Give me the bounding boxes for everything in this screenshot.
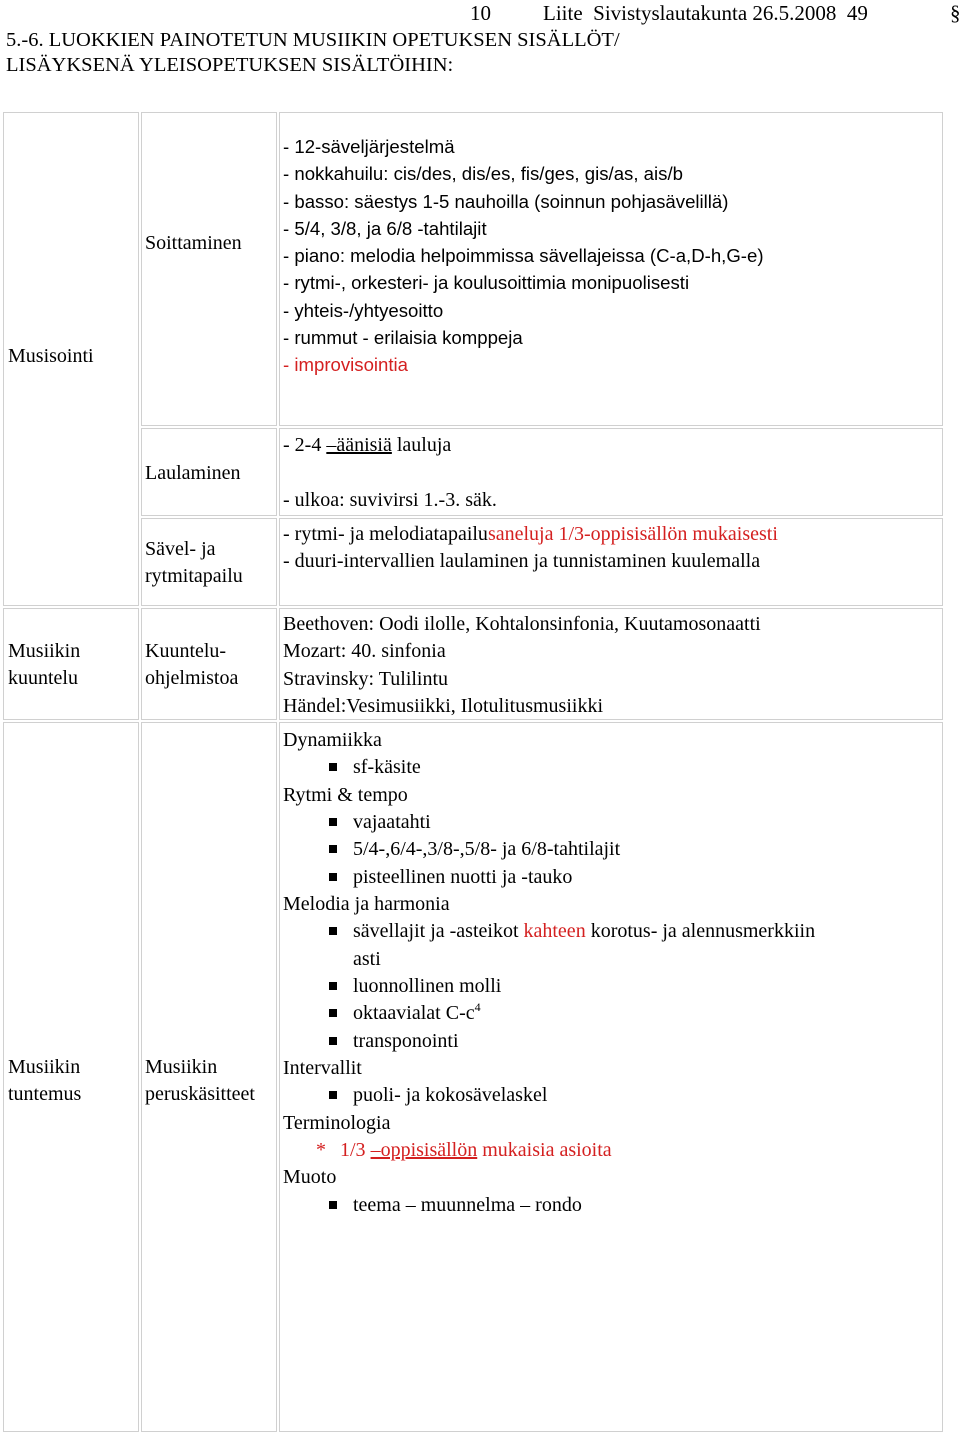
list-item: - improvisointia <box>283 354 409 376</box>
bullet-text: oktaavialat C-c <box>353 1002 475 1024</box>
bullet-vajaatahti <box>329 809 431 836</box>
bullet-text: teema – muunnelma – rondo <box>353 1194 582 1216</box>
list-item: Stravinsky: Tulilintu <box>283 667 449 690</box>
list-item: - 12-säveljärjestelmä <box>283 136 455 157</box>
section-sign: § <box>950 1 960 25</box>
bullet-text: sf-käsite <box>353 756 421 778</box>
soittaminen-list <box>283 133 764 379</box>
bullet-icon <box>329 763 337 771</box>
label-kuuntelu-sub-line-1: Kuuntelu- <box>145 640 227 662</box>
laulaminen-line-1 <box>283 432 451 459</box>
bullet-transponointi <box>329 1028 459 1055</box>
bullet-sf <box>329 754 421 781</box>
heading-line-2: LISÄYKSENÄ YLEISOPETUKSEN SISÄLTÖIHIN: <box>6 54 454 76</box>
page-number: 10 <box>470 1 491 25</box>
savel-black: - rytmi- ja melodiatapailu <box>283 523 488 545</box>
cell-soittaminen <box>141 112 277 426</box>
bullet-icon <box>329 1009 337 1017</box>
heading-muoto: Muoto <box>283 1166 337 1188</box>
label-musisointi: Musisointi <box>8 345 94 367</box>
bullet-text: 1/3 <box>340 1139 371 1161</box>
label-kuuntelu-sub-line-2: ohjelmistoa <box>145 667 239 689</box>
kuuntelu-list <box>283 611 761 720</box>
bullet-tahtilajit <box>329 836 620 863</box>
bullet-icon <box>329 982 337 990</box>
label-tuntemus-line-1: Musiikin <box>8 1056 81 1078</box>
document-title: Liite Sivistyslautakunta 26.5.2008 49 <box>543 1 868 25</box>
label-savel-line-2: rytmitapailu <box>145 565 243 587</box>
bullet-text-end: korotus- ja alennusmerkkiin <box>585 920 816 942</box>
savel-red: saneluja 1/3-oppisisällön mukaisesti <box>487 523 778 545</box>
heading-line-1: 5.-6. LUOKKIEN PAINOTETUN MUSIIKIN OPETUKSEN SISÄLLÖT/ <box>6 29 620 51</box>
bullet-savellajit-cont: asti <box>353 948 381 970</box>
bullet-molli <box>329 973 501 1000</box>
superscript: 4 <box>474 1000 481 1014</box>
heading-rytmi: Rytmi & tempo <box>283 784 408 806</box>
bullet-text: puoli- ja kokosävelaskel <box>353 1084 548 1106</box>
bullet-text-end: mukaisia asioita <box>477 1139 612 1161</box>
list-item: - rummut - erilaisia komppeja <box>283 327 523 349</box>
label-kuuntelu-line-1: Musiikin <box>8 640 81 662</box>
bullet-icon <box>329 1201 337 1209</box>
bullet-oppisisalto <box>316 1137 612 1164</box>
bullet-icon <box>329 1091 337 1099</box>
savel-line-1 <box>283 521 778 548</box>
bullet-savelaskel <box>329 1082 547 1109</box>
bullet-icon <box>329 818 337 826</box>
bullet-text-red: kahteen <box>523 920 586 942</box>
bullet-text: sävellajit ja -asteikot <box>353 920 524 942</box>
bullet-text: pisteellinen nuotti ja -tauko <box>353 866 573 888</box>
list-item: - nokkahuilu: cis/des, dis/es, fis/ges, gis/as, ais/b <box>283 163 683 185</box>
star-icon: * <box>316 1139 326 1161</box>
label-savel-line-1: Sävel- ja <box>145 538 216 560</box>
laulaminen-suffix: lauluja <box>391 434 452 456</box>
list-item: Beethoven: Oodi ilolle, Kohtalonsinfonia, Kuutamosonaatti <box>283 613 761 635</box>
bullet-icon <box>329 1037 337 1045</box>
bullet-pisteellinen <box>329 864 572 891</box>
heading-terminologia: Terminologia <box>283 1112 391 1134</box>
bullet-text: luonnollinen molli <box>353 975 502 997</box>
bullet-icon <box>329 873 337 881</box>
heading-melodia: Melodia ja harmonia <box>283 893 450 915</box>
label-tuntemus-sub-line-2: peruskäsitteet <box>145 1083 255 1105</box>
bullet-icon <box>329 845 337 853</box>
bullet-savellajit <box>329 918 815 945</box>
bullet-text: transponointi <box>353 1030 459 1052</box>
bullet-teema <box>329 1192 582 1219</box>
savel-line-2: - duuri-intervallien laulaminen ja tunnistaminen kuulemalla <box>283 550 761 572</box>
label-kuuntelu-line-2: kuuntelu <box>8 667 78 689</box>
list-item: Händel:Vesimusiikki, Ilotulitusmusiikki <box>283 694 603 717</box>
list-item: - piano: melodia helpoimmissa sävellajeissa (C-a,D-h,G-e) <box>283 245 764 267</box>
laulaminen-underlined: –äänisiä <box>326 434 392 456</box>
list-item: - yhteis-/yhtyesoitto <box>283 299 444 321</box>
laulaminen-prefix: - 2-4 <box>283 434 327 456</box>
heading-intervallit: Intervallit <box>283 1057 362 1079</box>
list-item: - rytmi-, orkesteri- ja koulusoittimia monipuolisesti <box>283 272 690 294</box>
label-soittaminen: Soittaminen <box>145 232 242 254</box>
bullet-icon <box>329 927 337 935</box>
bullet-oktaavialat <box>329 1000 481 1027</box>
heading-dynamiikka: Dynamiikka <box>283 729 382 751</box>
label-tuntemus-line-2: tuntemus <box>8 1083 82 1105</box>
list-item: - 5/4, 3/8, ja 6/8 -tahtilajit <box>283 217 487 239</box>
laulaminen-line-2: - ulkoa: suvivirsi 1.-3. säk. <box>283 489 497 511</box>
list-item: - basso: säestys 1-5 nauhoilla (soinnun pohjasävelillä) <box>283 190 729 212</box>
bullet-text: vajaatahti <box>353 811 431 833</box>
bullet-text-underlined: –oppisisällön <box>370 1139 478 1161</box>
label-laulaminen: Laulaminen <box>145 462 241 484</box>
bullet-text: 5/4-,6/4-,3/8-,5/8- ja 6/8-tahtilajit <box>353 838 621 860</box>
label-tuntemus-sub-line-1: Musiikin <box>145 1056 218 1078</box>
list-item: Mozart: 40. sinfonia <box>283 640 446 663</box>
